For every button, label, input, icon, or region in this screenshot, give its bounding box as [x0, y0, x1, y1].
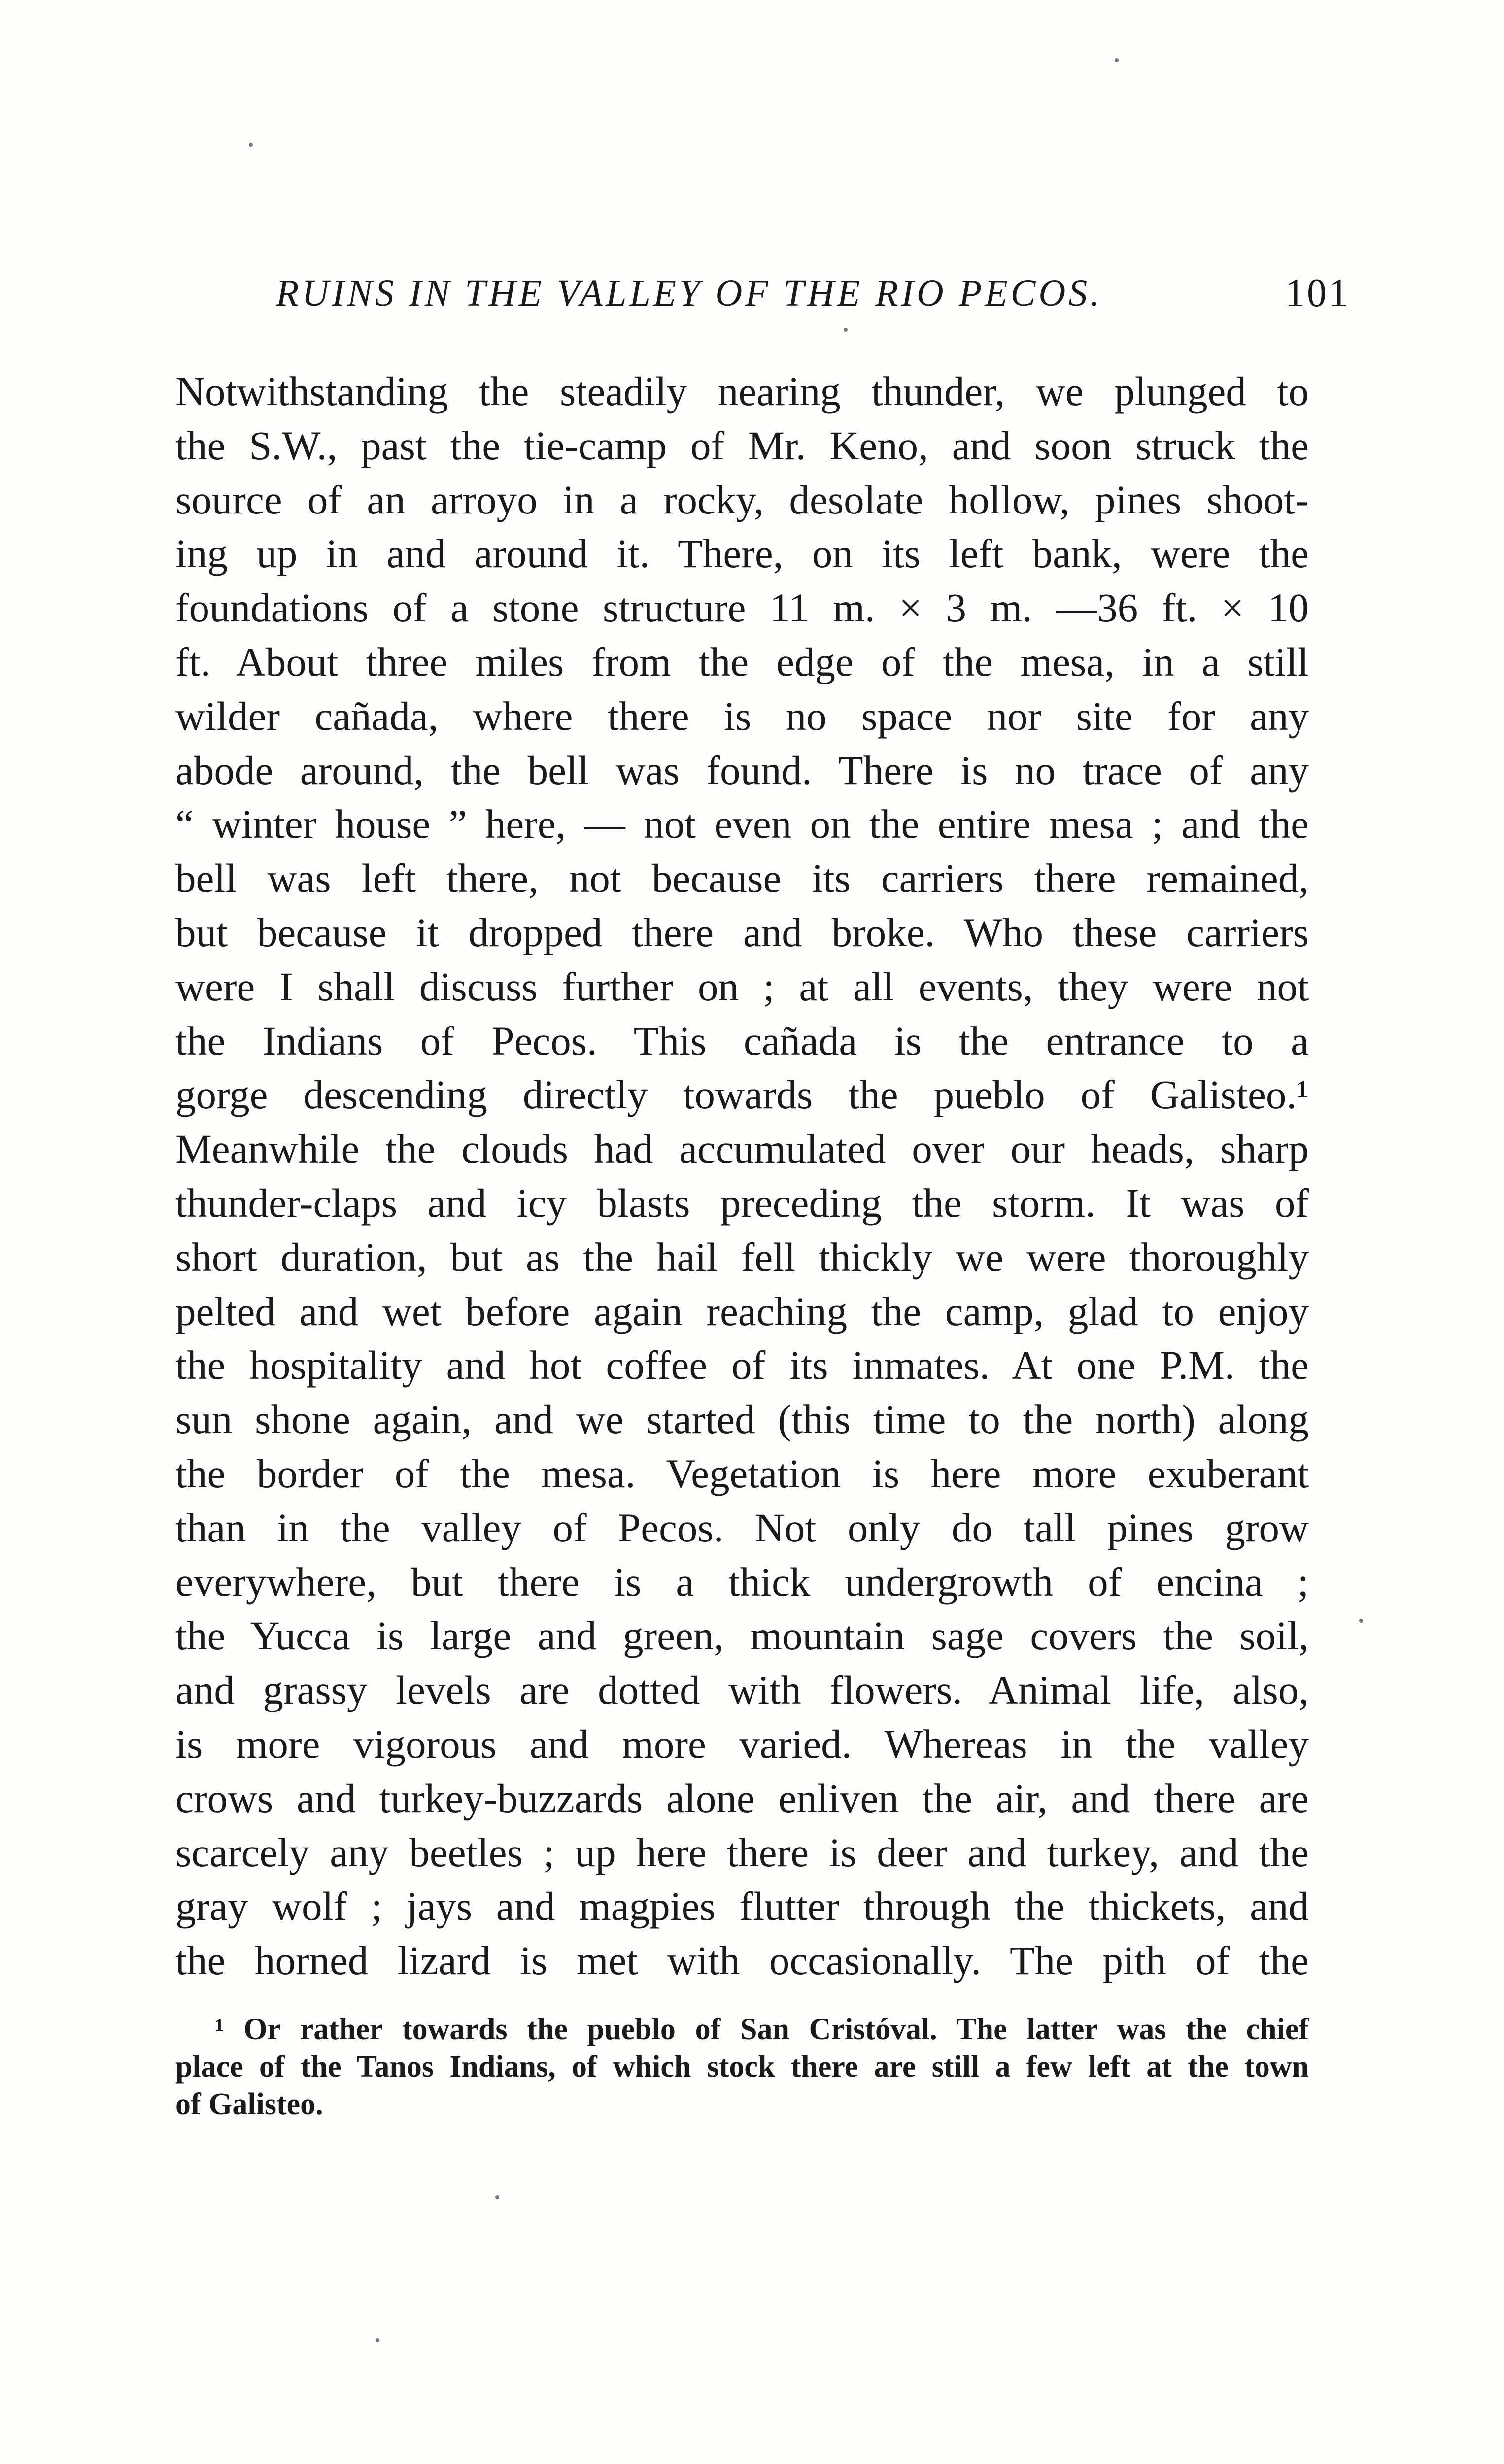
- running-title: RUINS IN THE VALLEY OF THE RIO PECOS.: [276, 273, 1103, 314]
- text-line: ing up in and around it. There, on its left bank, were the: [175, 531, 1309, 577]
- text-line: bell was left there, not because its carriers there remained,: [175, 856, 1309, 901]
- text-line: the horned lizard is met with occasionally. The pith of the: [175, 1938, 1309, 1984]
- text-line: foundations of a stone structure 11 m. × 3 m. —36 ft. × 10: [175, 585, 1309, 631]
- text-line: gorge descending directly towards the pueblo of Galisteo.¹: [175, 1072, 1309, 1118]
- text-line: were I shall discuss further on ; at all events, they were not: [175, 963, 1309, 1009]
- footnote: [175, 2011, 1309, 2123]
- paper-speck: [844, 328, 848, 332]
- text-line: but because it dropped there and broke. Who these carriers: [175, 909, 1309, 955]
- text-line: Meanwhile the clouds had accumulated over our heads, sharp: [175, 1126, 1309, 1172]
- text-line: everywhere, but there is a thick undergrowth of encina ;: [175, 1559, 1309, 1605]
- text-line: the S.W., past the tie-camp of Mr. Keno, and soon struck the: [175, 422, 1309, 468]
- text-line: thunder-claps and icy blasts preceding the storm. It was of: [175, 1180, 1309, 1226]
- text-line: the Indians of Pecos. This cañada is the entrance to a: [175, 1018, 1309, 1063]
- paper-speck: [1115, 58, 1119, 62]
- text-line: ft. About three miles from the edge of the mesa, in a still: [175, 639, 1309, 684]
- text-line: than in the valley of Pecos. Not only do tall pines grow: [175, 1505, 1309, 1550]
- text-line: the Yucca is large and green, mountain sage covers the soil,: [175, 1613, 1309, 1659]
- running-head: [276, 266, 1350, 320]
- paper-speck: [495, 2195, 499, 2199]
- text-line: and grassy levels are dotted with flowers. Animal life, also,: [175, 1667, 1309, 1713]
- page-number: 101: [1285, 272, 1350, 315]
- text-line: short duration, but as the hail fell thickly we were thoroughly: [175, 1234, 1309, 1280]
- text-line: wilder cañada, where there is no space nor site for any: [175, 693, 1309, 739]
- text-line: Notwithstanding the steadily nearing thunder, we plunged to: [175, 369, 1309, 414]
- text-line: the border of the mesa. Vegetation is here more exuberant: [175, 1450, 1309, 1496]
- paper-speck: [1359, 1619, 1363, 1623]
- text-line: crows and turkey-buzzards alone enliven the air, and there are: [175, 1775, 1309, 1821]
- text-line: abode around, the bell was found. There is no trace of any: [175, 747, 1309, 793]
- text-line: pelted and wet before again reaching the camp, glad to enjoy: [175, 1288, 1309, 1334]
- footnote-line: of Galisteo.: [175, 2088, 323, 2121]
- text-line: scarcely any beetles ; up here there is deer and turkey, and the: [175, 1829, 1309, 1875]
- paper-speck: [249, 143, 253, 147]
- text-line: sun shone again, and we started (this time to the north) along: [175, 1397, 1309, 1442]
- body-text: [175, 365, 1309, 1988]
- text-line: is more vigorous and more varied. Whereas in the valley: [175, 1721, 1309, 1767]
- text-line: the hospitality and hot coffee of its inmates. At one P.M. the: [175, 1342, 1309, 1388]
- footnote-line: ¹ Or rather towards the pueblo of San Cristóval. The latter was the chief: [215, 2013, 1309, 2046]
- footnote-line: place of the Tanos Indians, of which stock there are still a few left at the town: [175, 2050, 1309, 2084]
- text-line: gray wolf ; jays and magpies flutter through the thickets, and: [175, 1883, 1309, 1929]
- text-line: “ winter house ” here, — not even on the entire mesa ; and the: [175, 801, 1309, 847]
- text-line: source of an arroyo in a rocky, desolate hollow, pines shoot-: [175, 477, 1309, 522]
- paper-speck: [376, 2338, 379, 2342]
